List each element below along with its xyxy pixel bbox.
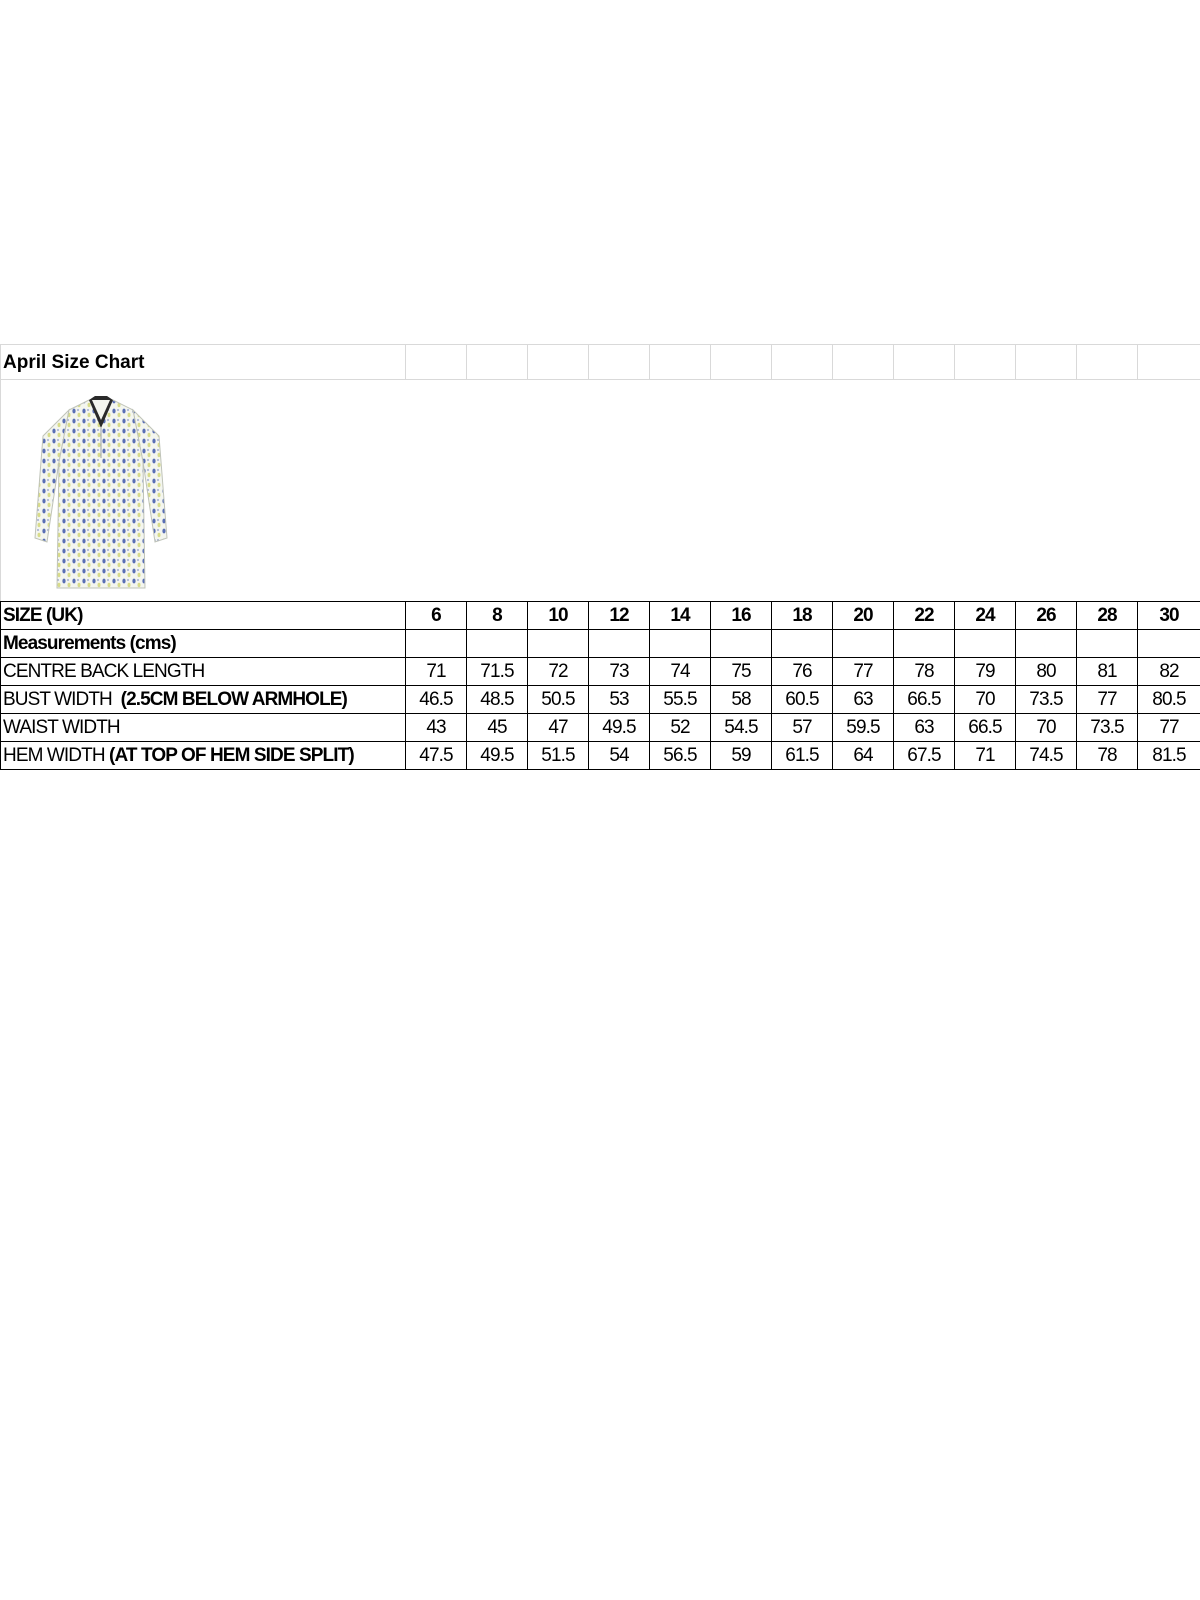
measurement-value: 54 (589, 742, 650, 770)
empty-cell (589, 630, 650, 658)
empty-cell (894, 630, 955, 658)
size-header-row (1, 602, 1200, 630)
measurement-value: 64 (833, 742, 894, 770)
measurement-value: 75 (711, 658, 772, 686)
measurement-value: 66.5 (955, 714, 1016, 742)
measurement-label (1, 686, 406, 714)
size-value: 20 (833, 602, 894, 630)
measurement-value: 72 (528, 658, 589, 686)
measurement-value: 70 (1016, 714, 1077, 742)
measurement-value: 59 (711, 742, 772, 770)
measurement-value: 67.5 (894, 742, 955, 770)
measurement-value: 71 (955, 742, 1016, 770)
empty-cell (711, 630, 772, 658)
measurement-value: 74.5 (1016, 742, 1077, 770)
measurement-value: 49.5 (589, 714, 650, 742)
measurement-value: 59.5 (833, 714, 894, 742)
measurement-value: 76 (772, 658, 833, 686)
blouse-icon (31, 388, 171, 598)
measurement-value: 56.5 (650, 742, 711, 770)
measurement-value: 49.5 (467, 742, 528, 770)
measurement-value: 58 (711, 686, 772, 714)
measurement-note: (AT TOP OF HEM SIDE SPLIT) (109, 745, 354, 766)
measurement-label (1, 658, 406, 686)
measurement-value: 61.5 (772, 742, 833, 770)
measurement-value: 47.5 (406, 742, 467, 770)
measurement-value: 74 (650, 658, 711, 686)
measurement-value: 43 (406, 714, 467, 742)
size-value: 24 (955, 602, 1016, 630)
measurements-label: Measurements (cms) (1, 630, 406, 658)
measurement-value: 48.5 (467, 686, 528, 714)
empty-cell (467, 630, 528, 658)
measurement-value: 52 (650, 714, 711, 742)
measurement-value: 77 (833, 658, 894, 686)
measurement-value: 46.5 (406, 686, 467, 714)
image-row (1, 380, 1200, 602)
size-value: 6 (406, 602, 467, 630)
measurement-value: 73 (589, 658, 650, 686)
measurement-name: BUST WIDTH (3, 689, 121, 710)
measurement-value: 63 (833, 686, 894, 714)
empty-cell (1077, 630, 1138, 658)
size-value: 14 (650, 602, 711, 630)
measurement-value: 79 (955, 658, 1016, 686)
measurement-value: 66.5 (894, 686, 955, 714)
measurement-value: 47 (528, 714, 589, 742)
measurement-value: 55.5 (650, 686, 711, 714)
measurement-value: 51.5 (528, 742, 589, 770)
measurement-value: 71 (406, 658, 467, 686)
measurement-value: 80.5 (1138, 686, 1200, 714)
measurement-value: 80 (1016, 658, 1077, 686)
measurement-value: 71.5 (467, 658, 528, 686)
empty-cell (772, 630, 833, 658)
measurement-value: 45 (467, 714, 528, 742)
measurement-note: (2.5CM BELOW ARMHOLE) (120, 689, 347, 710)
size-value: 28 (1077, 602, 1138, 630)
size-value: 26 (1016, 602, 1077, 630)
size-value: 22 (894, 602, 955, 630)
size-value: 18 (772, 602, 833, 630)
product-image (3, 380, 403, 601)
measurement-row (1, 742, 1200, 770)
measurements-row (1, 630, 1200, 658)
measurement-label (1, 742, 406, 770)
measurement-name: WAIST WIDTH (3, 717, 120, 738)
measurement-name: CENTRE BACK LENGTH (3, 661, 205, 682)
size-value: 10 (528, 602, 589, 630)
size-chart-table (0, 344, 1200, 770)
title-row (1, 345, 1200, 380)
measurement-value: 73.5 (1016, 686, 1077, 714)
measurement-value: 70 (955, 686, 1016, 714)
measurement-value: 60.5 (772, 686, 833, 714)
measurement-value: 81 (1077, 658, 1138, 686)
size-value: 16 (711, 602, 772, 630)
measurement-value: 73.5 (1077, 714, 1138, 742)
measurement-value: 53 (589, 686, 650, 714)
size-label: SIZE (UK) (1, 602, 406, 630)
size-value: 12 (589, 602, 650, 630)
measurement-value: 50.5 (528, 686, 589, 714)
empty-cell (1016, 630, 1077, 658)
empty-cell (955, 630, 1016, 658)
empty-cell (1138, 630, 1200, 658)
measurement-value: 54.5 (711, 714, 772, 742)
measurement-row (1, 658, 1200, 686)
measurement-value: 77 (1077, 686, 1138, 714)
measurement-value: 78 (1077, 742, 1138, 770)
measurement-row (1, 714, 1200, 742)
empty-cell (650, 630, 711, 658)
empty-cell (406, 630, 467, 658)
measurement-value: 63 (894, 714, 955, 742)
measurement-value: 77 (1138, 714, 1200, 742)
empty-cell (528, 630, 589, 658)
measurement-name: HEM WIDTH (3, 745, 110, 766)
measurement-value: 57 (772, 714, 833, 742)
measurement-value: 81.5 (1138, 742, 1200, 770)
measurement-value: 78 (894, 658, 955, 686)
size-value: 8 (467, 602, 528, 630)
measurement-value: 82 (1138, 658, 1200, 686)
empty-cell (833, 630, 894, 658)
size-value: 30 (1138, 602, 1200, 630)
chart-title: April Size Chart (1, 345, 406, 380)
measurement-label (1, 714, 406, 742)
measurement-row (1, 686, 1200, 714)
